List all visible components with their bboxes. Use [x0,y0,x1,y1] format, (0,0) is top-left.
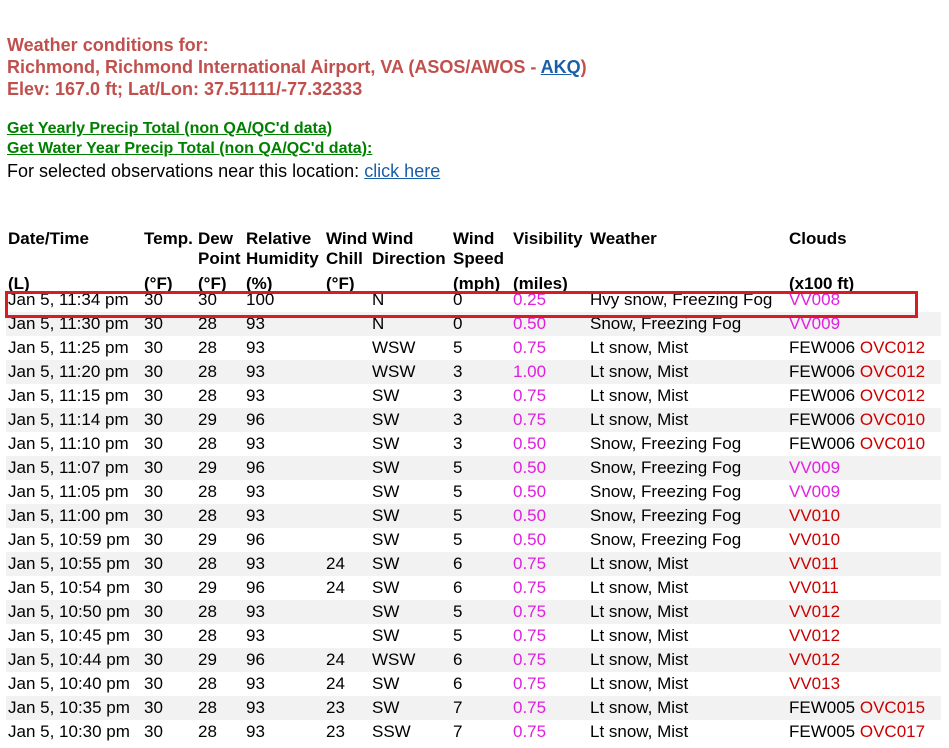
cell-visibility: 0.75 [513,722,547,741]
cell-wind-direction: WSW [370,360,451,384]
cloud-layer-1: VV012 [789,650,841,669]
cell-temp: 30 [142,600,196,624]
cell-humidity: 93 [244,552,324,576]
cell-humidity: 93 [244,504,324,528]
col-temp: Temp. (°F) [144,229,193,293]
cloud-layer-1: VV008 [789,290,841,309]
cell-clouds [787,336,941,360]
cell-windchill: 24 [324,552,370,576]
cell-temp: 30 [142,360,196,384]
cell-wind-speed: 7 [453,722,463,741]
cell-windchill [324,624,370,648]
cell-windchill: 23 [324,696,370,720]
cell-wind-direction: SW [372,626,400,645]
cell-windchill [324,408,370,432]
cell-humidity: 93 [244,360,324,384]
cell-wind-direction: N [370,312,451,336]
table-row [6,504,941,528]
cell-wind-direction: SW [370,600,451,624]
table-row [6,552,941,576]
cell-humidity: 96 [244,648,324,672]
cell-temp: 30 [144,722,163,741]
cell-dewpoint: 28 [198,386,217,405]
cell-dewpoint: 28 [196,600,244,624]
nearby-text: For selected observations near this location: [7,161,365,181]
cell-clouds [787,672,941,696]
cell-temp: 30 [142,504,196,528]
cell-clouds [787,600,941,624]
cell-wind-direction: SW [372,434,400,453]
cell-clouds [787,408,941,432]
cell-datetime: Jan 5, 10:59 pm [8,530,130,549]
col-clouds: Clouds (x100 ft) [789,229,855,293]
cloud-layer-1: FEW006 [789,434,856,453]
table-row [6,432,941,456]
cell-datetime: Jan 5, 11:07 pm [6,456,142,480]
cell-weather: Snow, Freezing Fog [590,482,742,501]
cell-dewpoint: 30 [198,290,217,309]
cloud-layer-1: VV013 [789,674,841,693]
cell-clouds [787,576,941,600]
cloud-layer-2: OVC012 [859,386,926,405]
cell-wind-direction: SW [370,552,451,576]
cell-windchill [324,360,370,384]
cell-visibility: 1.00 [511,360,588,384]
cell-wind-speed: 6 [451,648,511,672]
cell-datetime: Jan 5, 11:30 pm [6,312,142,336]
cloud-layer-1: VV012 [789,602,841,621]
akq-link[interactable]: AKQ [540,57,581,77]
cloud-layer-1: VV011 [789,578,839,597]
cell-datetime: Jan 5, 11:05 pm [8,482,129,501]
cell-visibility: 0.75 [511,552,588,576]
table-row [6,456,941,480]
cell-datetime: Jan 5, 10:40 pm [8,674,130,693]
cell-humidity: 96 [246,530,265,549]
cell-visibility: 0.50 [511,312,588,336]
cell-wind-direction: SW [372,482,400,501]
col-datetime: Date/Time (L) [8,229,89,293]
header-title: Weather conditions for: [7,35,209,55]
cell-humidity: 93 [244,696,324,720]
cell-visibility: 0.75 [511,648,588,672]
cell-weather: Snow, Freezing Fog [590,530,742,549]
cell-datetime: Jan 5, 11:25 pm [8,338,129,357]
cell-clouds [787,480,941,504]
table-row [6,384,941,408]
cell-weather: Lt snow, Mist [590,578,689,597]
cell-weather: Lt snow, Mist [590,626,689,645]
cloud-layer-2: OVC010 [859,410,926,429]
station-header [7,34,587,100]
cell-windchill [324,384,370,408]
cell-wind-speed: 6 [453,578,463,597]
cell-visibility: 0.75 [511,408,588,432]
cell-humidity: 100 [246,290,275,309]
cell-temp: 30 [142,552,196,576]
cell-humidity: 93 [246,626,265,645]
highlight-box [5,291,918,318]
cell-wind-speed: 5 [453,530,463,549]
cell-wind-direction: SW [370,408,451,432]
col-dewpoint: Dew Point (°F) [198,229,241,293]
cell-weather: Lt snow, Mist [590,722,689,741]
cell-visibility: 0.50 [511,456,588,480]
cell-wind-direction: SW [370,456,451,480]
cell-dewpoint: 28 [196,312,244,336]
cell-windchill: 24 [326,578,345,597]
cell-dewpoint: 28 [198,722,217,741]
cloud-layer-1: FEW006 [789,338,856,357]
cell-wind-speed: 5 [453,626,463,645]
table-row [6,600,941,624]
cell-windchill [324,456,370,480]
table-row [6,528,941,552]
cell-wind-speed: 5 [451,456,511,480]
cloud-layer-1: FEW005 [789,698,856,717]
cell-datetime: Jan 5, 11:14 pm [6,408,142,432]
cell-windchill: 24 [324,648,370,672]
table-body [6,288,941,744]
cell-datetime: Jan 5, 10:45 pm [8,626,130,645]
cell-dewpoint: 28 [198,338,217,357]
cell-temp: 30 [142,648,196,672]
cell-wind-speed: 5 [451,504,511,528]
cloud-layer-1: VV012 [789,626,841,645]
cloud-layer-1: VV011 [789,554,839,573]
cell-wind-direction: SSW [372,722,411,741]
cell-clouds [787,504,941,528]
cloud-layer-1: FEW005 [789,722,856,741]
cloud-layer-1: VV010 [789,506,841,525]
cloud-layer-1: FEW006 [789,386,856,405]
cell-weather: Lt snow, Mist [590,338,689,357]
cell-windchill [324,432,370,456]
cell-weather: Lt snow, Mist [590,674,689,693]
cell-visibility: 0.75 [513,578,547,597]
cell-temp: 30 [144,338,163,357]
cell-visibility: 0.75 [511,600,588,624]
cell-temp: 30 [144,578,163,597]
cell-visibility: 0.50 [513,482,547,501]
cell-clouds [787,720,941,744]
table-row [6,480,941,504]
cell-visibility: 0.25 [513,290,547,309]
cell-datetime: Jan 5, 10:30 pm [8,722,130,741]
cell-humidity: 96 [244,456,324,480]
table-row [6,696,941,720]
cell-wind-direction: SW [372,530,400,549]
cell-humidity: 93 [246,434,265,453]
cell-weather: Lt snow, Mist [588,408,787,432]
cell-wind-speed: 6 [453,674,463,693]
cell-clouds [787,624,941,648]
col-windchill: Wind Chill (°F) [326,229,368,293]
col-wind-direction: Wind Direction [372,229,446,268]
cell-weather: Snow, Freezing Fog [588,504,787,528]
cell-weather: Lt snow, Mist [588,648,787,672]
cloud-layer-2: OVC012 [859,338,926,357]
cell-visibility: 0.50 [513,434,547,453]
cloud-layer-1: FEW006 [789,362,856,381]
cell-windchill [324,600,370,624]
cell-dewpoint: 29 [196,456,244,480]
cell-windchill: 24 [326,674,345,693]
cell-weather: Lt snow, Mist [588,552,787,576]
cell-weather: Snow, Freezing Fog [588,456,787,480]
cell-humidity: 93 [246,674,265,693]
cloud-layer-2: OVC010 [859,434,926,453]
cell-clouds [787,360,941,384]
cell-humidity: 93 [246,386,265,405]
cell-humidity: 96 [246,578,265,597]
cell-clouds [787,384,941,408]
cell-temp: 30 [144,386,163,405]
station-name-text: Richmond, Richmond International Airport, VA (ASOS/AWOS - [7,57,541,77]
cell-temp: 30 [142,696,196,720]
cell-clouds [787,432,941,456]
cell-wind-speed: 3 [451,360,511,384]
cell-datetime: Jan 5, 10:44 pm [6,648,142,672]
cell-wind-speed: 5 [453,482,463,501]
table-row [6,336,941,360]
cell-windchill [324,528,370,552]
cell-wind-direction: SW [372,578,400,597]
cell-clouds [787,696,941,720]
cell-dewpoint: 28 [196,696,244,720]
cell-wind-direction: SW [370,504,451,528]
station-elevation: Elev: 167.0 ft; Lat/Lon: 37.51111/-77.32333 [7,79,363,99]
cell-visibility: 0.75 [513,674,547,693]
cell-dewpoint: 28 [198,674,217,693]
cell-visibility: 0.75 [513,626,547,645]
cell-datetime: Jan 5, 11:15 pm [8,386,129,405]
cell-wind-speed: 0 [451,312,511,336]
station-name [7,56,587,78]
yearly-precip-link[interactable]: Get Yearly Precip Total (non QA/QC'd data) [7,120,333,137]
cell-temp: 30 [142,312,196,336]
cell-visibility: 0.50 [513,530,547,549]
cell-weather: Lt snow, Mist [588,696,787,720]
cell-humidity: 93 [244,312,324,336]
cell-dewpoint: 29 [198,578,217,597]
cell-wind-speed: 3 [451,408,511,432]
table-header-row [6,229,941,288]
cell-wind-direction: N [372,290,385,309]
table-row [6,672,941,696]
cell-datetime: Jan 5, 11:10 pm [8,434,129,453]
links-section [7,119,440,182]
cell-datetime: Jan 5, 11:34 pm [8,290,129,309]
cell-humidity: 93 [244,600,324,624]
cell-visibility: 0.75 [511,696,588,720]
cell-dewpoint: 28 [196,552,244,576]
cell-windchill: 23 [326,722,345,741]
cell-dewpoint: 28 [198,482,217,501]
cell-wind-direction: WSW [372,338,416,357]
cloud-layer-1: FEW006 [789,410,856,429]
cell-dewpoint: 28 [198,626,217,645]
cell-weather: Snow, Freezing Fog [590,434,742,453]
nearby-observations [7,160,440,182]
cloud-layer-1: VV010 [789,530,841,549]
cell-clouds [787,552,941,576]
cell-visibility: 0.75 [513,386,547,405]
click-here-link[interactable]: click here [364,161,441,181]
col-weather: Weather [590,229,657,248]
table-row [6,360,941,384]
cell-windchill [324,336,370,360]
cell-humidity: 93 [246,722,265,741]
cell-wind-speed: 0 [453,290,463,309]
cell-weather: Hvy snow, Freezing Fog [590,290,773,309]
cell-datetime: Jan 5, 10:55 pm [6,552,142,576]
cell-wind-direction: SW [372,674,400,693]
cell-windchill [324,504,370,528]
cell-datetime: Jan 5, 11:20 pm [6,360,142,384]
cell-temp: 30 [142,408,196,432]
cloud-layer-2: OVC017 [859,722,926,741]
cell-weather: Snow, Freezing Fog [588,312,787,336]
cell-wind-direction: WSW [370,648,451,672]
cell-weather: Lt snow, Mist [590,386,689,405]
cell-wind-speed: 5 [453,338,463,357]
cell-dewpoint: 28 [198,434,217,453]
cell-visibility: 0.50 [511,504,588,528]
cell-wind-speed: 6 [451,552,511,576]
cell-dewpoint: 28 [196,504,244,528]
cloud-layer-2: OVC012 [859,362,926,381]
cell-wind-direction: SW [370,696,451,720]
cell-datetime: Jan 5, 10:50 pm [6,600,142,624]
cloud-layer-2: OVC015 [859,698,926,717]
table-row [6,408,941,432]
cell-wind-direction: SW [372,386,400,405]
cell-humidity: 96 [244,408,324,432]
cell-dewpoint: 28 [196,360,244,384]
cell-temp: 30 [144,482,163,501]
cell-wind-speed: 5 [451,600,511,624]
cell-wind-speed: 3 [453,434,463,453]
col-humidity: Relative Humidity (%) [246,229,319,293]
cell-wind-speed: 7 [451,696,511,720]
table-row [6,624,941,648]
cell-weather: Lt snow, Mist [588,600,787,624]
cell-temp: 30 [142,456,196,480]
cell-temp: 30 [144,434,163,453]
table-row [6,576,941,600]
table-row [6,720,941,744]
cloud-layer-1: VV009 [789,458,841,477]
cell-humidity: 93 [246,482,265,501]
cell-temp: 30 [144,626,163,645]
cell-clouds [787,528,941,552]
cell-wind-speed: 3 [453,386,463,405]
cell-visibility: 0.75 [513,338,547,357]
cell-temp: 30 [144,674,163,693]
cell-datetime: Jan 5, 10:35 pm [6,696,142,720]
cell-temp: 30 [144,290,163,309]
cell-dewpoint: 29 [198,530,217,549]
table-row [6,648,941,672]
cell-datetime: Jan 5, 10:54 pm [8,578,130,597]
cell-windchill [324,480,370,504]
cell-humidity: 93 [246,338,265,357]
cell-datetime: Jan 5, 11:00 pm [6,504,142,528]
cloud-layer-1: VV009 [789,314,841,333]
cell-dewpoint: 29 [196,408,244,432]
cell-temp: 30 [144,530,163,549]
water-year-precip-link[interactable]: Get Water Year Precip Total (non QA/QC'd data): [7,140,373,157]
cloud-layer-1: VV009 [789,482,841,501]
cell-dewpoint: 29 [196,648,244,672]
cell-clouds [787,456,941,480]
col-visibility: Visibility (miles) [513,229,583,293]
cell-weather: Lt snow, Mist [588,360,787,384]
station-name-suffix: ) [580,57,587,77]
col-wind-speed: Wind Speed (mph) [453,229,505,293]
cell-clouds [787,648,941,672]
